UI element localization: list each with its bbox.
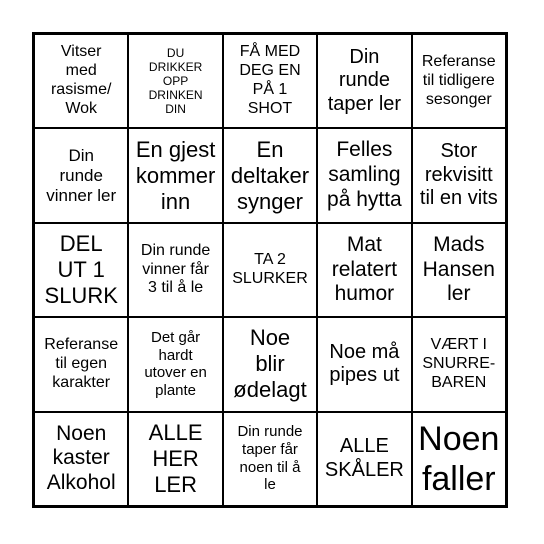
bingo-cell[interactable]	[223, 317, 317, 411]
bingo-cell[interactable]	[34, 34, 128, 128]
cell-text: Referanse til tidligere sesonger	[421, 52, 496, 108]
cell-text: Mat relatert humor	[331, 232, 398, 306]
cell-text: Det går hardt utover en plante	[144, 329, 207, 400]
cell-text: Din runde vinner ler	[46, 145, 117, 205]
cell-text: Noe må pipes ut	[329, 340, 400, 387]
bingo-cell[interactable]	[223, 34, 317, 128]
bingo-cell[interactable]	[34, 223, 128, 317]
cell-text: ALLE SKÅLER	[324, 435, 404, 481]
cell-text: En deltaker synger	[230, 136, 310, 214]
cell-text: Vitser med rasisme/ Wok	[50, 43, 112, 118]
bingo-cell[interactable]	[412, 223, 506, 317]
bingo-cell[interactable]	[412, 412, 506, 506]
bingo-cell[interactable]	[128, 223, 222, 317]
cell-text: Noe blir ødelagt	[233, 325, 307, 403]
cell-text: DU DRIKKER OPP DRINKEN DIN	[148, 45, 203, 117]
bingo-cell[interactable]	[34, 317, 128, 411]
bingo-cell[interactable]	[128, 317, 222, 411]
cell-text: Noen faller	[418, 419, 500, 498]
bingo-cell[interactable]	[128, 128, 222, 222]
cell-text: Din runde vinner får 3 til å le	[140, 241, 211, 297]
bingo-board	[32, 32, 508, 508]
cell-text: DEL UT 1 SLURK	[44, 231, 118, 308]
cell-text: Stor rekvisitt til en vits	[419, 140, 498, 210]
bingo-cell[interactable]	[317, 317, 411, 411]
bingo-cell[interactable]	[128, 34, 222, 128]
cell-text: Noen kaster Alkohol	[46, 421, 116, 495]
bingo-cell[interactable]	[34, 412, 128, 506]
bingo-cell[interactable]	[412, 317, 506, 411]
bingo-cell[interactable]	[317, 412, 411, 506]
bingo-cell[interactable]	[128, 412, 222, 506]
cell-text: FÅ MED DEG EN PÅ 1 SHOT	[239, 43, 301, 118]
bingo-cell[interactable]	[412, 128, 506, 222]
cell-text: Din runde taper ler	[327, 45, 402, 115]
bingo-cell[interactable]	[412, 34, 506, 128]
cell-text: ALLE HER LER	[148, 419, 203, 497]
cell-text: Referanse til egen karakter	[44, 336, 119, 391]
bingo-cell[interactable]	[223, 412, 317, 506]
bingo-cell[interactable]	[317, 34, 411, 128]
bingo-cell[interactable]	[223, 223, 317, 317]
bingo-cell[interactable]	[317, 223, 411, 317]
cell-text: TA 2 SLURKER	[232, 251, 308, 287]
cell-text: En gjest kommer inn	[135, 136, 216, 214]
bingo-cell[interactable]	[223, 128, 317, 222]
bingo-cell[interactable]	[34, 128, 128, 222]
cell-text: Felles samling på hytta	[327, 138, 402, 211]
cell-text: VÆRT I SNURRE- BAREN	[422, 336, 496, 391]
cell-text: Din runde taper får noen til å le	[237, 423, 303, 494]
bingo-cell[interactable]	[317, 128, 411, 222]
cell-text: Mads Hansen ler	[422, 232, 495, 306]
